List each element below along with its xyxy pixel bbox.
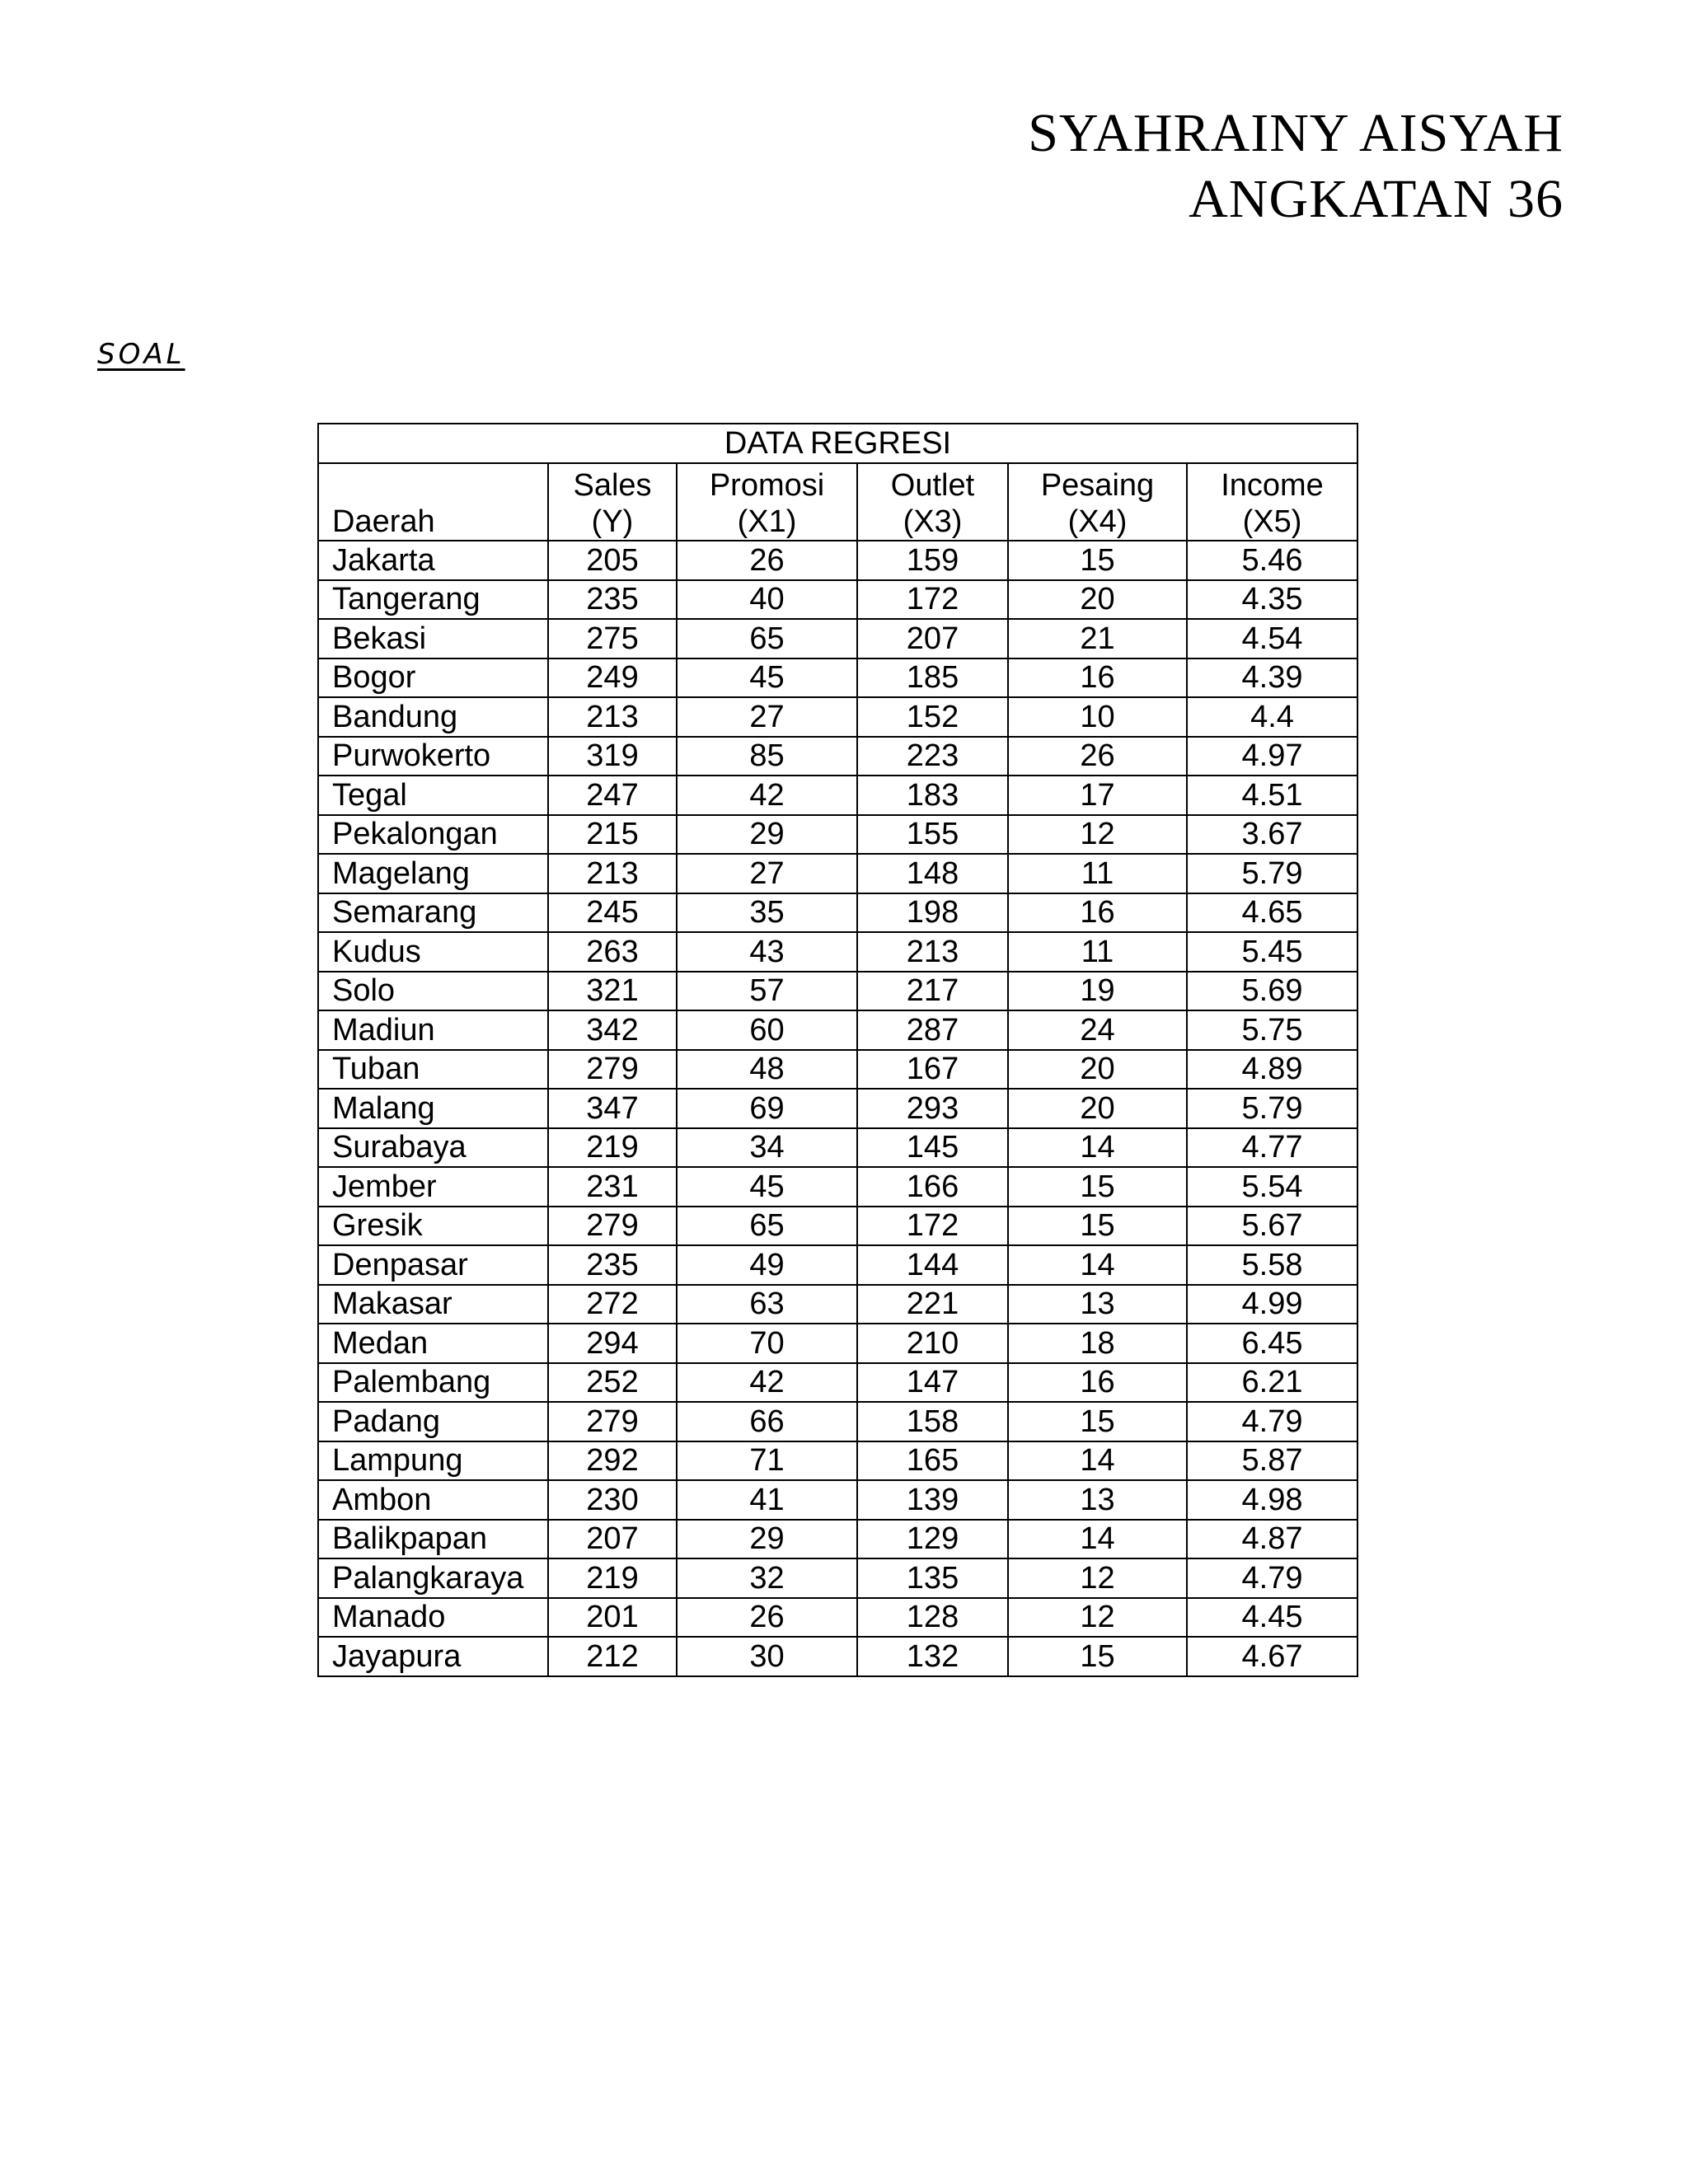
value-cell: 20: [1008, 1050, 1187, 1090]
value-cell: 12: [1008, 1598, 1187, 1638]
value-cell: 145: [857, 1128, 1008, 1168]
value-cell: 152: [857, 697, 1008, 737]
value-cell: 272: [548, 1285, 677, 1324]
column-header-line2: Daerah: [332, 504, 435, 539]
value-cell: 4.77: [1187, 1128, 1357, 1168]
value-cell: 4.87: [1187, 1520, 1357, 1559]
value-cell: 5.75: [1187, 1010, 1357, 1050]
region-cell: Solo: [318, 972, 548, 1011]
table-row: [318, 776, 1357, 815]
table-row: [318, 1324, 1357, 1363]
value-cell: 158: [857, 1402, 1008, 1441]
region-cell: Pekalongan: [318, 815, 548, 855]
value-cell: 19: [1008, 972, 1187, 1011]
value-cell: 3.67: [1187, 815, 1357, 855]
value-cell: 249: [548, 658, 677, 698]
value-cell: 293: [857, 1089, 1008, 1128]
value-cell: 235: [548, 580, 677, 620]
value-cell: 60: [677, 1010, 857, 1050]
value-cell: 155: [857, 815, 1008, 855]
value-cell: 20: [1008, 1089, 1187, 1128]
region-cell: Tegal: [318, 776, 548, 815]
value-cell: 18: [1008, 1324, 1187, 1363]
value-cell: 223: [857, 737, 1008, 776]
value-cell: 85: [677, 737, 857, 776]
column-header-line1: Income: [1221, 468, 1324, 503]
table-row: [318, 1402, 1357, 1441]
region-cell: Denpasar: [318, 1245, 548, 1285]
value-cell: 71: [677, 1441, 857, 1481]
region-cell: Kudus: [318, 932, 548, 972]
value-cell: 275: [548, 619, 677, 658]
column-header: [1008, 463, 1187, 541]
value-cell: 13: [1008, 1480, 1187, 1520]
table-row: [318, 1637, 1357, 1676]
value-cell: 217: [857, 972, 1008, 1011]
table-row: [318, 1285, 1357, 1324]
value-cell: 321: [548, 972, 677, 1011]
value-cell: 20: [1008, 580, 1187, 620]
section-label-soal: SOAL: [97, 338, 185, 371]
value-cell: 148: [857, 854, 1008, 893]
table-row: [318, 580, 1357, 620]
region-cell: Jakarta: [318, 541, 548, 580]
table-row: [318, 1441, 1357, 1481]
value-cell: 6.45: [1187, 1324, 1357, 1363]
value-cell: 215: [548, 815, 677, 855]
table-row: [318, 932, 1357, 972]
value-cell: 207: [857, 619, 1008, 658]
value-cell: 32: [677, 1558, 857, 1598]
value-cell: 26: [677, 541, 857, 580]
value-cell: 235: [548, 1245, 677, 1285]
value-cell: 219: [548, 1128, 677, 1168]
value-cell: 4.4: [1187, 697, 1357, 737]
value-cell: 5.79: [1187, 854, 1357, 893]
table-row: [318, 972, 1357, 1011]
value-cell: 263: [548, 932, 677, 972]
table-row: [318, 893, 1357, 933]
value-cell: 26: [1008, 737, 1187, 776]
value-cell: 5.69: [1187, 972, 1357, 1011]
table-row: [318, 619, 1357, 658]
value-cell: 279: [548, 1207, 677, 1246]
value-cell: 287: [857, 1010, 1008, 1050]
table-row: [318, 1558, 1357, 1598]
value-cell: 16: [1008, 893, 1187, 933]
value-cell: 48: [677, 1050, 857, 1090]
value-cell: 5.58: [1187, 1245, 1357, 1285]
value-cell: 15: [1008, 1402, 1187, 1441]
value-cell: 65: [677, 619, 857, 658]
value-cell: 70: [677, 1324, 857, 1363]
value-cell: 45: [677, 1167, 857, 1207]
value-cell: 342: [548, 1010, 677, 1050]
value-cell: 4.45: [1187, 1598, 1357, 1638]
value-cell: 11: [1008, 932, 1187, 972]
value-cell: 15: [1008, 1207, 1187, 1246]
value-cell: 292: [548, 1441, 677, 1481]
value-cell: 128: [857, 1598, 1008, 1638]
value-cell: 49: [677, 1245, 857, 1285]
value-cell: 14: [1008, 1245, 1187, 1285]
value-cell: 69: [677, 1089, 857, 1128]
table-row: [318, 1167, 1357, 1207]
value-cell: 29: [677, 1520, 857, 1559]
value-cell: 210: [857, 1324, 1008, 1363]
value-cell: 213: [548, 854, 677, 893]
value-cell: 219: [548, 1558, 677, 1598]
table-row: [318, 737, 1357, 776]
column-header-line1: Pesaing: [1040, 468, 1155, 503]
region-cell: Bogor: [318, 658, 548, 698]
table-row: [318, 1598, 1357, 1638]
value-cell: 14: [1008, 1441, 1187, 1481]
value-cell: 279: [548, 1402, 677, 1441]
value-cell: 29: [677, 815, 857, 855]
region-cell: Makasar: [318, 1285, 548, 1324]
column-header-line1: Sales: [573, 468, 652, 503]
column-header: [548, 463, 677, 541]
value-cell: 144: [857, 1245, 1008, 1285]
region-cell: Padang: [318, 1402, 548, 1441]
value-cell: 5.45: [1187, 932, 1357, 972]
value-cell: 57: [677, 972, 857, 1011]
region-cell: Malang: [318, 1089, 548, 1128]
value-cell: 135: [857, 1558, 1008, 1598]
column-header: [857, 463, 1008, 541]
table-row: [318, 854, 1357, 893]
region-cell: Tuban: [318, 1050, 548, 1090]
region-cell: Purwokerto: [318, 737, 548, 776]
value-cell: 172: [857, 580, 1008, 620]
value-cell: 65: [677, 1207, 857, 1246]
value-cell: 247: [548, 776, 677, 815]
region-cell: Bekasi: [318, 619, 548, 658]
value-cell: 172: [857, 1207, 1008, 1246]
value-cell: 12: [1008, 815, 1187, 855]
value-cell: 4.89: [1187, 1050, 1357, 1090]
value-cell: 15: [1008, 1637, 1187, 1676]
value-cell: 17: [1008, 776, 1187, 815]
value-cell: 14: [1008, 1128, 1187, 1168]
author-name: SYAHRAINY AISYAH: [1028, 103, 1564, 163]
region-cell: Surabaya: [318, 1128, 548, 1168]
value-cell: 24: [1008, 1010, 1187, 1050]
value-cell: 14: [1008, 1520, 1187, 1559]
column-header-line2: (Y): [591, 504, 634, 539]
value-cell: 41: [677, 1480, 857, 1520]
table-row: [318, 1520, 1357, 1559]
value-cell: 42: [677, 1363, 857, 1403]
region-cell: Jayapura: [318, 1637, 548, 1676]
table-row: [318, 658, 1357, 698]
region-cell: Balikpapan: [318, 1520, 548, 1559]
table-row: [318, 1207, 1357, 1246]
region-cell: Manado: [318, 1598, 548, 1638]
value-cell: 26: [677, 1598, 857, 1638]
value-cell: 11: [1008, 854, 1187, 893]
table-row: [318, 1363, 1357, 1403]
value-cell: 183: [857, 776, 1008, 815]
region-cell: Tangerang: [318, 580, 548, 620]
value-cell: 43: [677, 932, 857, 972]
region-cell: Lampung: [318, 1441, 548, 1481]
table-row: [318, 1245, 1357, 1285]
value-cell: 15: [1008, 1167, 1187, 1207]
column-header-line1: Outlet: [890, 468, 975, 503]
value-cell: 27: [677, 697, 857, 737]
author-block: [1028, 101, 1564, 232]
value-cell: 198: [857, 893, 1008, 933]
table-row: [318, 815, 1357, 855]
value-cell: 166: [857, 1167, 1008, 1207]
region-cell: Medan: [318, 1324, 548, 1363]
value-cell: 4.35: [1187, 580, 1357, 620]
value-cell: 6.21: [1187, 1363, 1357, 1403]
value-cell: 5.54: [1187, 1167, 1357, 1207]
value-cell: 147: [857, 1363, 1008, 1403]
table-title: DATA REGRESI: [318, 424, 1357, 463]
value-cell: 12: [1008, 1558, 1187, 1598]
value-cell: 45: [677, 658, 857, 698]
column-header: [318, 463, 548, 541]
value-cell: 16: [1008, 1363, 1187, 1403]
value-cell: 27: [677, 854, 857, 893]
value-cell: 5.67: [1187, 1207, 1357, 1246]
region-cell: Madiun: [318, 1010, 548, 1050]
value-cell: 347: [548, 1089, 677, 1128]
table-row: [318, 1128, 1357, 1168]
value-cell: 132: [857, 1637, 1008, 1676]
value-cell: 207: [548, 1520, 677, 1559]
value-cell: 4.79: [1187, 1558, 1357, 1598]
value-cell: 35: [677, 893, 857, 933]
value-cell: 63: [677, 1285, 857, 1324]
value-cell: 16: [1008, 658, 1187, 698]
region-cell: Jember: [318, 1167, 548, 1207]
value-cell: 319: [548, 737, 677, 776]
value-cell: 4.67: [1187, 1637, 1357, 1676]
value-cell: 279: [548, 1050, 677, 1090]
value-cell: 245: [548, 893, 677, 933]
value-cell: 5.79: [1187, 1089, 1357, 1128]
value-cell: 165: [857, 1441, 1008, 1481]
column-header-line2: (X1): [737, 504, 797, 539]
value-cell: 21: [1008, 619, 1187, 658]
table-row: [318, 541, 1357, 580]
value-cell: 221: [857, 1285, 1008, 1324]
value-cell: 213: [857, 932, 1008, 972]
value-cell: 40: [677, 580, 857, 620]
table-row: [318, 1480, 1357, 1520]
value-cell: 4.99: [1187, 1285, 1357, 1324]
value-cell: 4.39: [1187, 658, 1357, 698]
column-header-line2: (X3): [903, 504, 963, 539]
value-cell: 5.87: [1187, 1441, 1357, 1481]
region-cell: Magelang: [318, 854, 548, 893]
table-row: [318, 1050, 1357, 1090]
column-header-line1: Promosi: [709, 468, 825, 503]
column-header-line1: [332, 467, 547, 504]
value-cell: 5.46: [1187, 541, 1357, 580]
region-cell: Palembang: [318, 1363, 548, 1403]
column-header-line2: (X5): [1242, 504, 1302, 539]
table-row: [318, 697, 1357, 737]
table-row: [318, 1010, 1357, 1050]
value-cell: 167: [857, 1050, 1008, 1090]
table-header-row: [318, 463, 1357, 541]
region-cell: Palangkaraya: [318, 1558, 548, 1598]
value-cell: 212: [548, 1637, 677, 1676]
column-header: [677, 463, 857, 541]
value-cell: 4.97: [1187, 737, 1357, 776]
value-cell: 34: [677, 1128, 857, 1168]
column-header: [1187, 463, 1357, 541]
value-cell: 4.98: [1187, 1480, 1357, 1520]
regression-data-table: [317, 423, 1358, 1677]
value-cell: 4.79: [1187, 1402, 1357, 1441]
table-body: [318, 541, 1357, 1676]
value-cell: 185: [857, 658, 1008, 698]
table-row: [318, 1089, 1357, 1128]
value-cell: 4.65: [1187, 893, 1357, 933]
region-cell: Ambon: [318, 1480, 548, 1520]
value-cell: 66: [677, 1402, 857, 1441]
region-cell: Semarang: [318, 893, 548, 933]
value-cell: 201: [548, 1598, 677, 1638]
author-batch: ANGKATAN 36: [1189, 169, 1564, 229]
region-cell: Gresik: [318, 1207, 548, 1246]
value-cell: 139: [857, 1480, 1008, 1520]
value-cell: 213: [548, 697, 677, 737]
value-cell: 10: [1008, 697, 1187, 737]
value-cell: 15: [1008, 541, 1187, 580]
value-cell: 30: [677, 1637, 857, 1676]
value-cell: 252: [548, 1363, 677, 1403]
value-cell: 159: [857, 541, 1008, 580]
value-cell: 294: [548, 1324, 677, 1363]
column-header-line2: (X4): [1067, 504, 1128, 539]
value-cell: 42: [677, 776, 857, 815]
value-cell: 129: [857, 1520, 1008, 1559]
value-cell: 4.51: [1187, 776, 1357, 815]
region-cell: Bandung: [318, 697, 548, 737]
value-cell: 13: [1008, 1285, 1187, 1324]
value-cell: 4.54: [1187, 619, 1357, 658]
value-cell: 230: [548, 1480, 677, 1520]
value-cell: 205: [548, 541, 677, 580]
value-cell: 231: [548, 1167, 677, 1207]
